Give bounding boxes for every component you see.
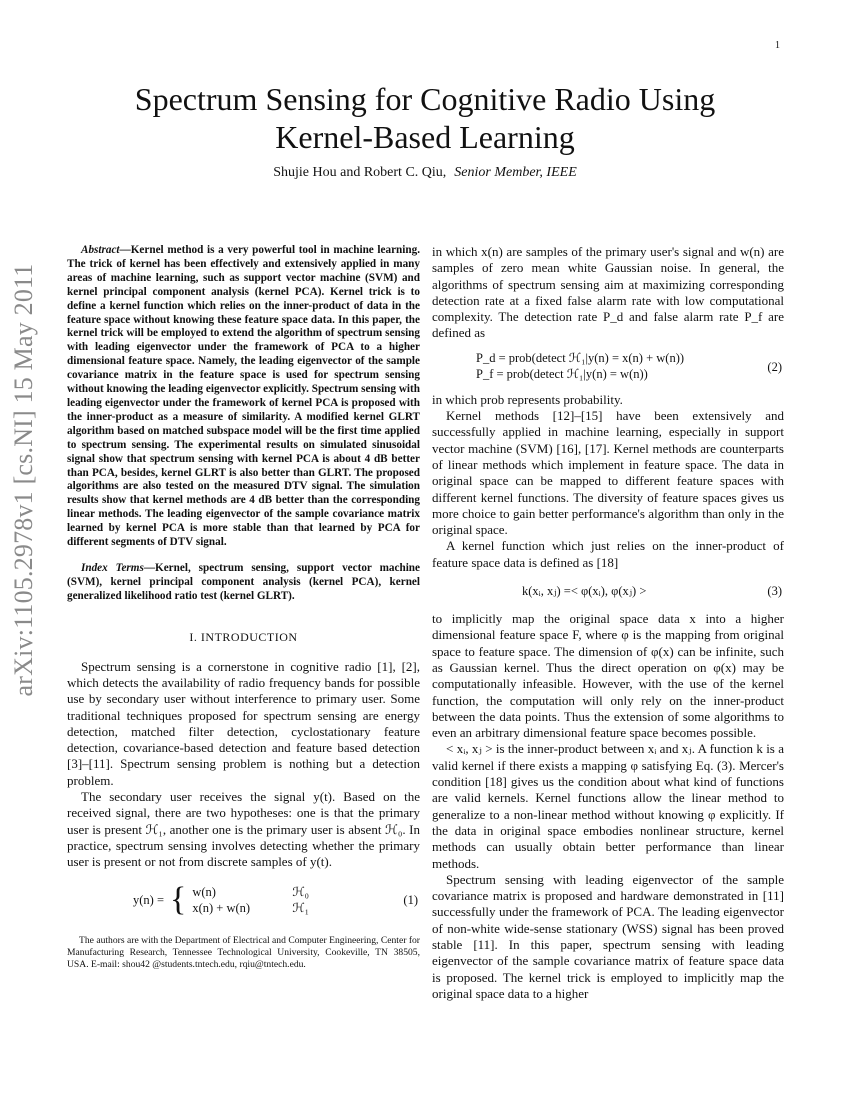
- abstract-lead: Abstract: [81, 244, 120, 256]
- brace-symbol: {: [170, 880, 187, 918]
- equation-1: [67, 880, 420, 919]
- equation-1-lhs: y(n) =: [133, 892, 164, 907]
- arxiv-stamp-text: arXiv:1105.2978v1 [cs.NI] 15 May 2011: [9, 263, 38, 697]
- case-1-expression: w(n): [192, 884, 216, 899]
- right-column: [432, 244, 784, 1002]
- intro-paragraph-2: The secondary user receives the signal y(t). Based on the received signal, there are two hypotheses: one is that the primary user is present ℋ₁, another one is the primary user is absent ℋ₀. In practice, spectrum sensing involves detecting whether the primary user is present or not from discrete samples of y(t).: [67, 789, 420, 870]
- section-heading: I. INTRODUCTION: [189, 629, 298, 644]
- equation-3-body: k(xᵢ, xⱼ) =< φ(xᵢ), φ(xⱼ) >: [522, 584, 647, 599]
- index-terms-lead: Index Terms: [81, 561, 144, 574]
- author-footnote: The authors are with the Department of Electrical and Computer Engineering, Center for Manufacturing Research, Tennessee Technological University, Cookeville, TN 38505, USA. E-mail: shou42 @students.tntech.edu, rqiu@tntech.edu.: [67, 934, 420, 970]
- equation-2: [432, 350, 784, 384]
- equation-3-number: (3): [767, 584, 782, 599]
- left-column: [67, 244, 420, 980]
- right-paragraph-5: to implicitly map the original space data x into a higher dimensional feature space F, where φ is the mapping from original space to feature space. The dimension of φ(x) can be infinite, such as Gaussian kernel. Thus the direct operation on φ(x) may be computationally infeasible. However, with the use of the kernel function, the computation will only rely on the inner-product between the data points. Thus the extension of some algorithms to even an arbitrary dimensional feature space becomes possible.: [432, 611, 784, 741]
- right-paragraph-3: Kernel methods [12]–[15] have been extensively and successfully applied in machine learning, especially in support vector machine (SVM) [16], [17]. Kernel methods are counterparts of linear methods which implement in feature space. The data in original space can be mapped to different feature spaces with different kernel functions. The diversity of feature spaces gives us more choice to gain better performance's algorithm than only in the original space.: [432, 408, 784, 538]
- title-line-2: Kernel-Based Learning: [275, 119, 575, 155]
- right-paragraph-2: in which prob represents probability.: [432, 391, 623, 407]
- intro-paragraph-1: Spectrum sensing is a cornerstone in cognitive radio [1], [2], which detects the availability of radio frequency bands for possible use by secondary user without interference to primary user. Some traditional techniques proposed for spectrum sensing are energy detection, matched filter detection, cyclostationary feature detection, covariance-based detection and feature based detection [3]–[11]. Spectrum sensing problem is nothing but a detection problem.: [67, 658, 420, 788]
- index-terms: [67, 562, 420, 604]
- paper-title: [90, 80, 760, 156]
- equation-1-body: [133, 880, 332, 918]
- right-paragraph-1: in which x(n) are samples of the primary user's signal and w(n) are samples of zero mean white Gaussian noise. In general, the algorithms of spectrum sensing aim at maximizing corresponding detection rate at a fixed false alarm rate with low computational complexity. The detection rate P_d and false alarm rate P_f are defined as: [432, 244, 784, 341]
- right-paragraph-4: A kernel function which just relies on the inner-product of feature space data is defined as [18]: [432, 538, 784, 570]
- title-line-1: Spectrum Sensing for Cognitive Radio Using: [134, 81, 716, 117]
- abstract-text: —Kernel method is a very powerful tool in machine learning. The trick of kernel has been effectively and extensively applied in many areas of machine learning, such as support vector machine (SVM) and kernel principal component analysis (kernel PCA). Kernel trick is to define a kernel function which relies on the inner-product of data in the feature space without knowing these feature space data. In this paper, the kernel trick will be employed to extend the algorithm of spectrum sensing with leading eigenvector under the framework of PCA to a higher dimensional feature space. Namely, the leading eigenvector of the sample covariance matrix in the feature space is used for spectrum sensing without knowing the leading eigenvector explicitly. Spectrum sensing with leading eigenvector under the framework of kernel PCA is proposed with the inner-product as a measure of similarity. A modified kernel GLRT algorithm based on matched subspace model will be the first time applied to spectrum sensing. The experimental results on simulated sinusoidal signal show that spectrum sensing with kernel PCA is about 4 dB better than PCA, besides, kernel GLRT is also better than GLRT. The proposed algorithms are also tested on the measured DTV signal. The simulation results show that kernel methods are 4 dB better than the corresponding linear methods. The leading eigenvector of the sample covariance matrix learned by kernel PCA is more stable than that learned by PCA for different segments of DTV signal.: [67, 244, 420, 549]
- author-line: [90, 165, 760, 181]
- arxiv-stamp: [0, 263, 50, 697]
- abstract: [67, 244, 420, 550]
- index-terms-text: —Kernel, spectrum sensing, support vector machine (SVM), kernel principal component analysis (kernel PCA), kernel generalized likelihood ratio test (kernel GLRT).: [67, 561, 420, 602]
- authors: Shujie Hou and Robert C. Qiu,: [273, 165, 447, 180]
- equation-2-number: (2): [767, 359, 782, 374]
- case-1-hypothesis: ℋ₀: [292, 884, 310, 899]
- equation-3: [432, 579, 784, 603]
- right-paragraph-7: Spectrum sensing with leading eigenvector of the sample covariance matrix is proposed and hardware demonstrated in [11] successfully under the framework of PCA. The leading eigenvector of non-white wide-sense stationary (WSS) signal has been proved stable [11]. In this paper, spectrum sensing with leading eigenvector of the sample covariance matrix of feature space data is proposed. The kernel trick is employed to implicitly map the original space data to a higher: [432, 871, 784, 1001]
- case-2-expression: x(n) + w(n): [192, 900, 251, 915]
- equation-2-line-1: P_d = prob(detect ℋ₁|y(n) = x(n) + w(n)): [476, 350, 685, 365]
- page-number: 1: [775, 40, 780, 51]
- case-2-hypothesis: ℋ₁: [292, 900, 310, 915]
- right-paragraph-6: < xᵢ, xⱼ > is the inner-product between xᵢ and xⱼ. A function k is a valid kernel if there exists a mapping φ satisfying Eq. (3). Mercer's condition [18] gives us the condition about what kind of functions are valid kernels. Kernel functions allow the linear method to generalize to a non-linear method without knowing φ explicitly. If the data in original space embodies nonlinear structure, kernel methods can usually obtain better performance than linear methods.: [432, 741, 784, 871]
- equation-1-number: (1): [403, 892, 418, 907]
- author-role: Senior Member, IEEE: [454, 165, 577, 180]
- equation-2-line-2: P_f = prob(detect ℋ₁|y(n) = w(n)): [476, 366, 648, 381]
- equation-1-cases: [192, 884, 332, 916]
- equation-2-body: [476, 350, 684, 382]
